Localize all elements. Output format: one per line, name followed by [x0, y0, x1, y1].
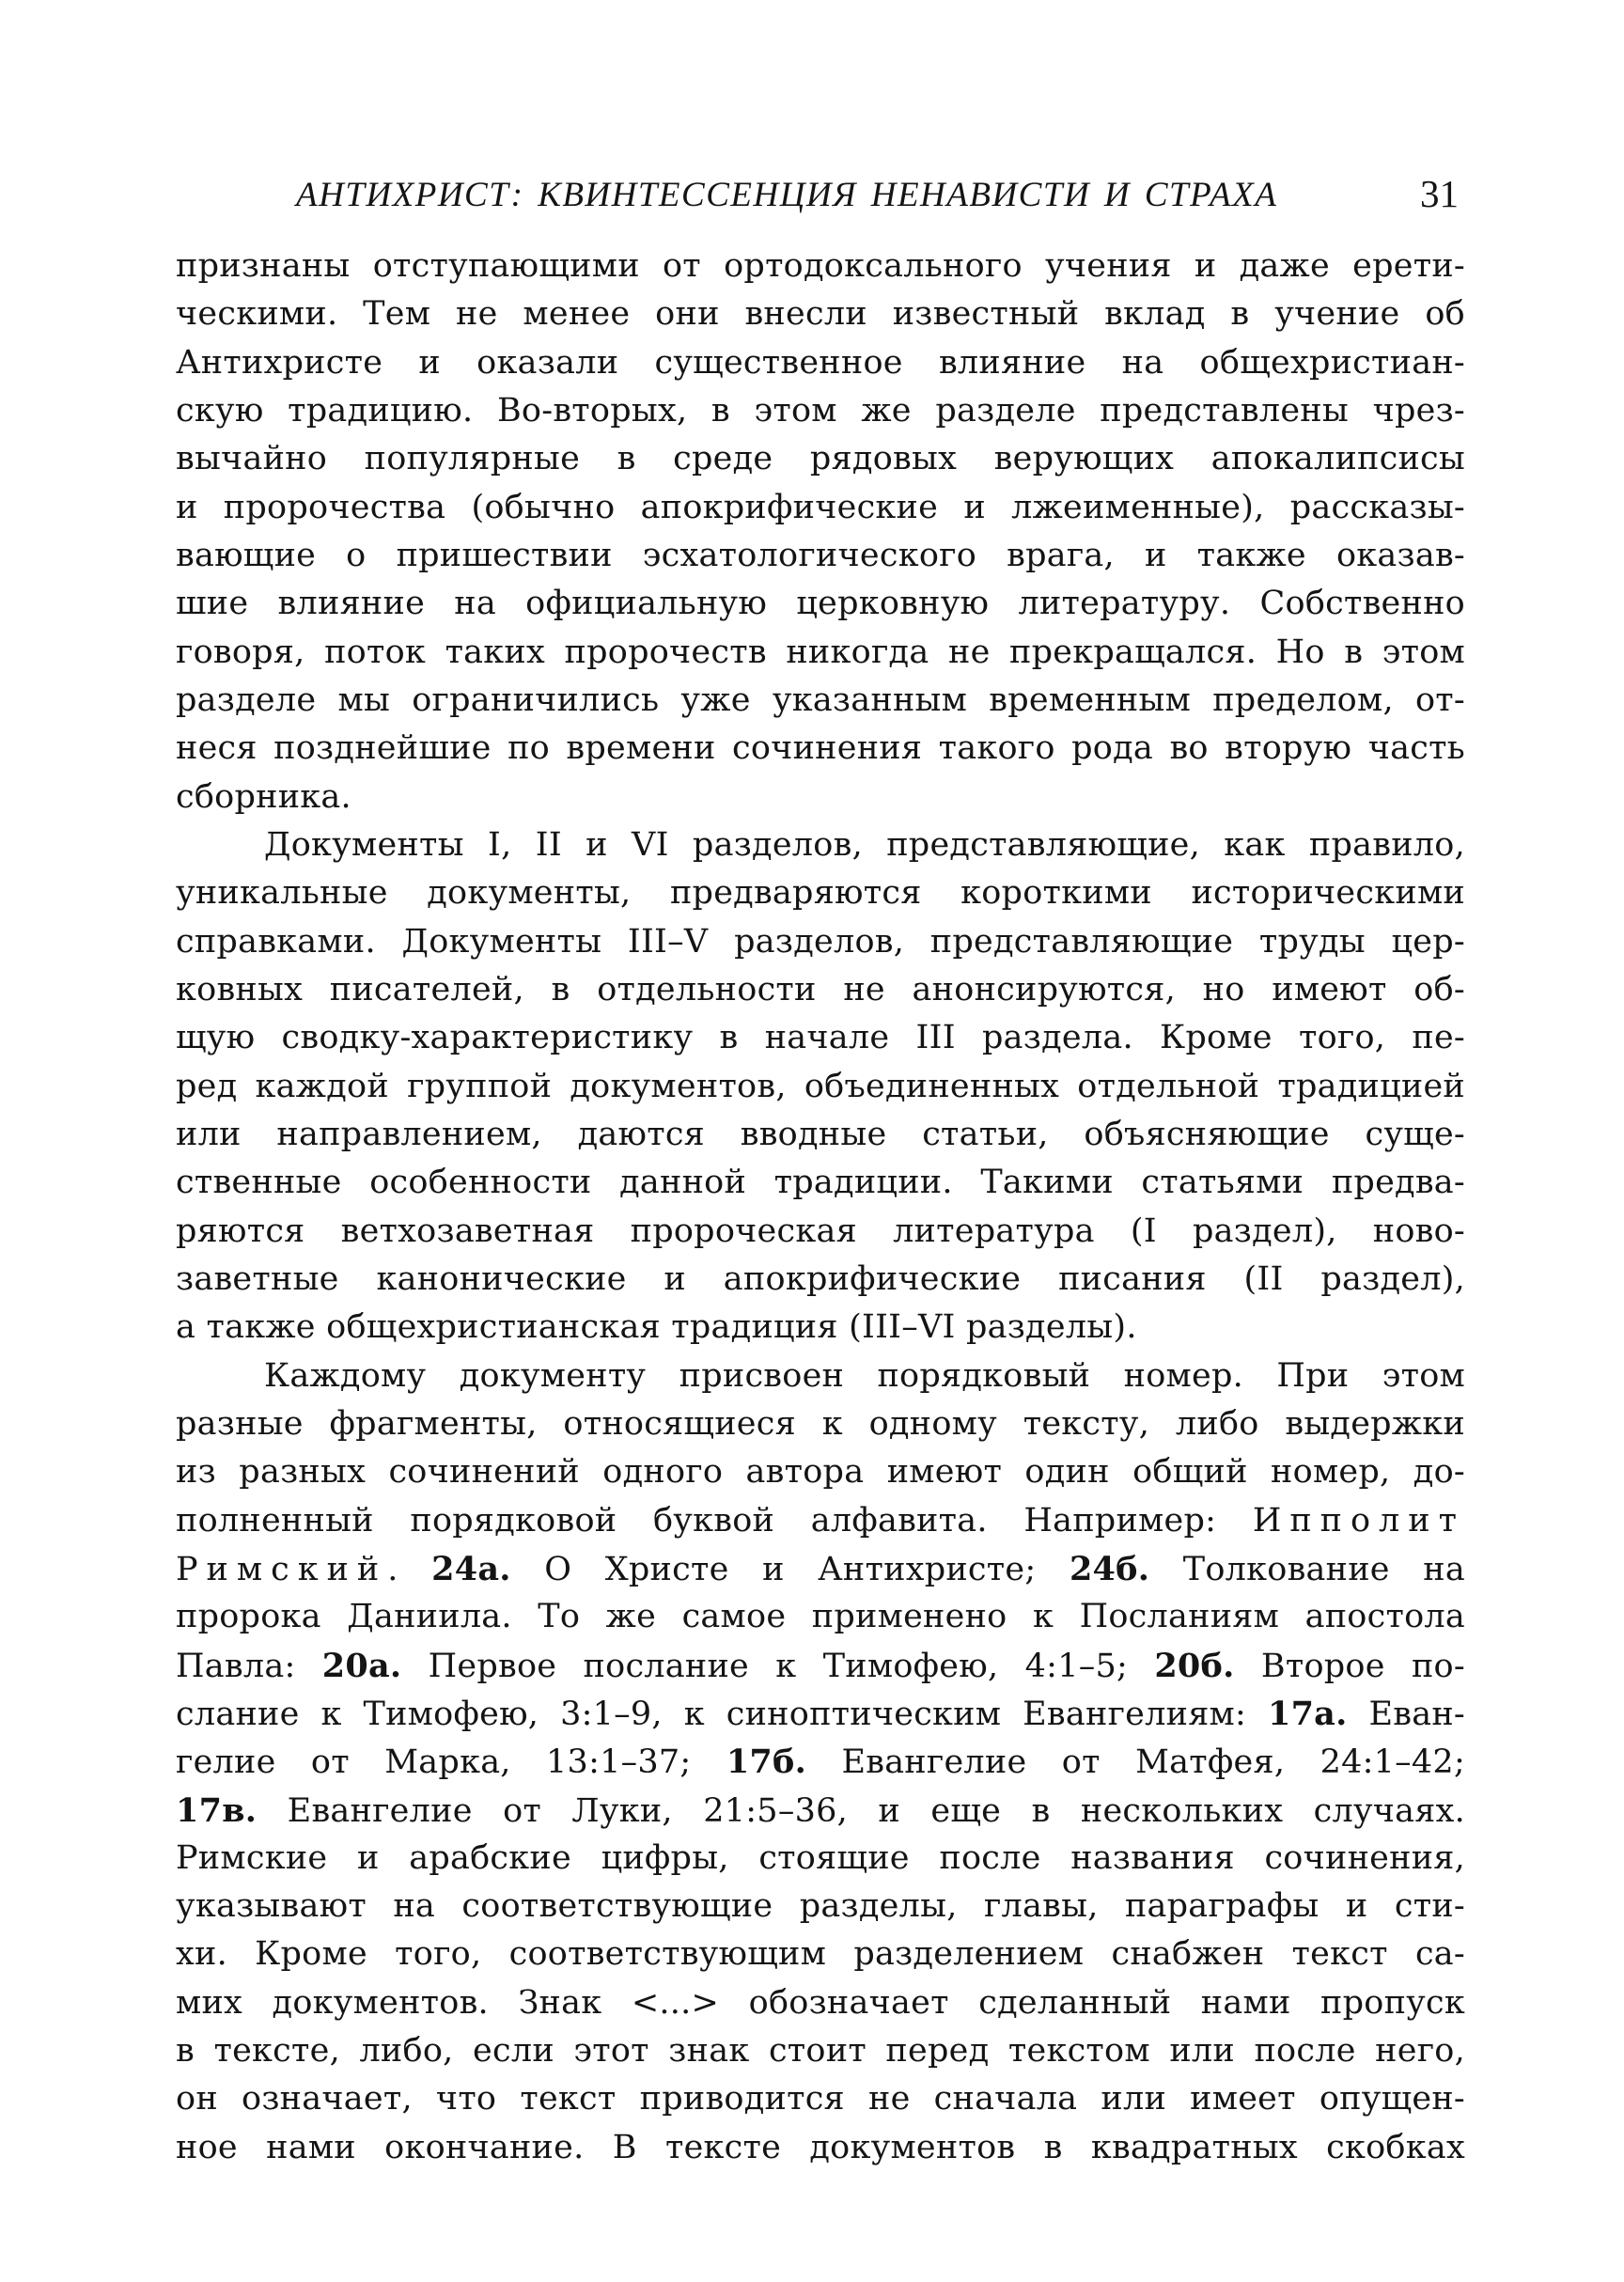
text-line: пророка Даниила. То же самое применено к Посланиям апостола	[176, 1598, 1465, 1636]
text-line: скую традицию. Во-вторых, в этом же разделе представлены чрез-	[176, 391, 1465, 430]
text-line: ковных писателей, в отдельности не анонсируются, но имеют об-	[176, 970, 1465, 1008]
line-segment: Первое послание к Тимофею, 4:1–5;	[428, 1647, 1129, 1685]
text-line: щую сводку-характеристику в начале III раздела. Кроме того, пе-	[176, 1019, 1465, 1057]
text-line: ред каждой группой документов, объединенных отдельной традицией	[176, 1067, 1465, 1105]
text-line: а также общехристианская традиция (III–VI разделы).	[176, 1308, 1137, 1347]
text-line: ственные особенности данной традиции. Такими статьями предва-	[176, 1164, 1465, 1202]
text-line: говоря, поток таких пророчеств никогда не прекращался. Но в этом	[176, 633, 1465, 671]
line-segment: .	[387, 1550, 398, 1588]
text-line: Антихристе и оказали существенное влияние на общехристиан-	[176, 343, 1465, 382]
line-segment: Второе по-	[1260, 1647, 1465, 1685]
line-segment: Еван-	[1368, 1695, 1465, 1733]
text-line	[176, 1545, 1465, 1593]
text-line: Римские и арабские цифры, стоящие после названия сочинения,	[176, 1838, 1465, 1877]
author-name: Ипполит	[1252, 1501, 1465, 1540]
document-number: 17б.	[726, 1743, 807, 1782]
text-line	[176, 1497, 1465, 1545]
text-line: указывают на соответствующие разделы, главы, параграфы и сти-	[176, 1887, 1465, 1926]
line-segment: О Христе и Антихристе;	[544, 1550, 1037, 1588]
document-number: 20б.	[1154, 1646, 1235, 1685]
document-number: 24а.	[431, 1549, 511, 1588]
text-line	[176, 1642, 1465, 1690]
line-segment: полненный порядковой буквой алфавита. Например:	[176, 1501, 1217, 1540]
line-segment: Павла:	[176, 1647, 296, 1685]
text-line: ческими. Тем не менее они внесли известный вклад в учение об	[176, 295, 1465, 334]
text-line: заветные канонические и апокрифические писания (II раздел),	[176, 1259, 1465, 1298]
document-number: 20а.	[321, 1646, 402, 1685]
text-line: ряются ветхозаветная пророческая литература (I раздел), ново-	[176, 1211, 1465, 1250]
text-line	[176, 1690, 1465, 1738]
document-number: 17в.	[176, 1790, 258, 1830]
running-head	[296, 167, 1466, 226]
author-name: Римский	[176, 1550, 388, 1588]
text-line	[176, 1738, 1465, 1786]
body-text	[176, 242, 1465, 2172]
text-line: справками. Документы III–V разделов, представляющие труды цер-	[176, 922, 1465, 961]
line-segment: слание к Тимофею, 3:1–9, к синоптическим Евангелиям:	[176, 1695, 1247, 1733]
text-line: в тексте, либо, если этот знак стоит перед текстом или после него,	[176, 2032, 1465, 2071]
text-line: разные фрагменты, относящиеся к одному тексту, либо выдержки	[176, 1404, 1465, 1443]
text-line: признаны отступающими от ортодоксального учения и даже ерети-	[176, 247, 1465, 285]
text-line: Документы I, II и VI разделов, представляющие, как правило,	[264, 825, 1465, 864]
running-title: АНТИХРИСТ: КВИНТЕССЕНЦИЯ НЕНАВИСТИ И СТРАХА	[296, 176, 1278, 214]
page-number: 31	[1420, 172, 1459, 215]
line-segment: Евангелие от Матфея, 24:1–42;	[841, 1743, 1465, 1782]
text-line: неся позднейшие по времени сочинения такого рода во вторую часть	[176, 729, 1465, 768]
line-segment: Толкование на	[1182, 1550, 1465, 1588]
text-line: сборника.	[176, 777, 351, 816]
text-line: вычайно популярные в среде рядовых верующих апокалипсисы	[176, 440, 1465, 478]
text-line: Каждому документу присвоен порядковый номер. При этом	[264, 1356, 1465, 1395]
text-line: из разных сочинений одного автора имеют один общий номер, до-	[176, 1453, 1465, 1492]
text-line: хи. Кроме того, соответствующим разделением снабжен текст са-	[176, 1935, 1465, 1974]
document-number: 24б.	[1069, 1549, 1150, 1588]
line-segment: гелие от Марка, 13:1–37;	[176, 1743, 692, 1782]
text-line: шие влияние на официальную церковную литературу. Собственно	[176, 585, 1465, 623]
text-line: и пророчества (обычно апокрифические и лжеименные), рассказы-	[176, 488, 1465, 526]
document-number: 17а.	[1267, 1694, 1348, 1733]
text-line	[176, 1787, 1465, 1835]
text-line: ное нами окончание. В тексте документов в квадратных скобках	[176, 2128, 1465, 2166]
text-line: или направлением, даются вводные статьи, объясняющие суще-	[176, 1115, 1465, 1153]
text-line: уникальные документы, предваряются короткими историческими	[176, 874, 1465, 913]
text-line: вающие о пришествии эсхатологического врага, и также оказав-	[176, 536, 1465, 574]
text-line: он означает, что текст приводится не сначала или имеет опущен-	[176, 2080, 1465, 2118]
text-line: мих документов. Знак <...> обозначает сделанный нами пропуск	[176, 1983, 1465, 2022]
text-line: разделе мы ограничились уже указанным временным пределом, от-	[176, 680, 1465, 719]
line-segment: Евангелие от Луки, 21:5–36, и еще в нескольких случаях.	[287, 1791, 1465, 1830]
